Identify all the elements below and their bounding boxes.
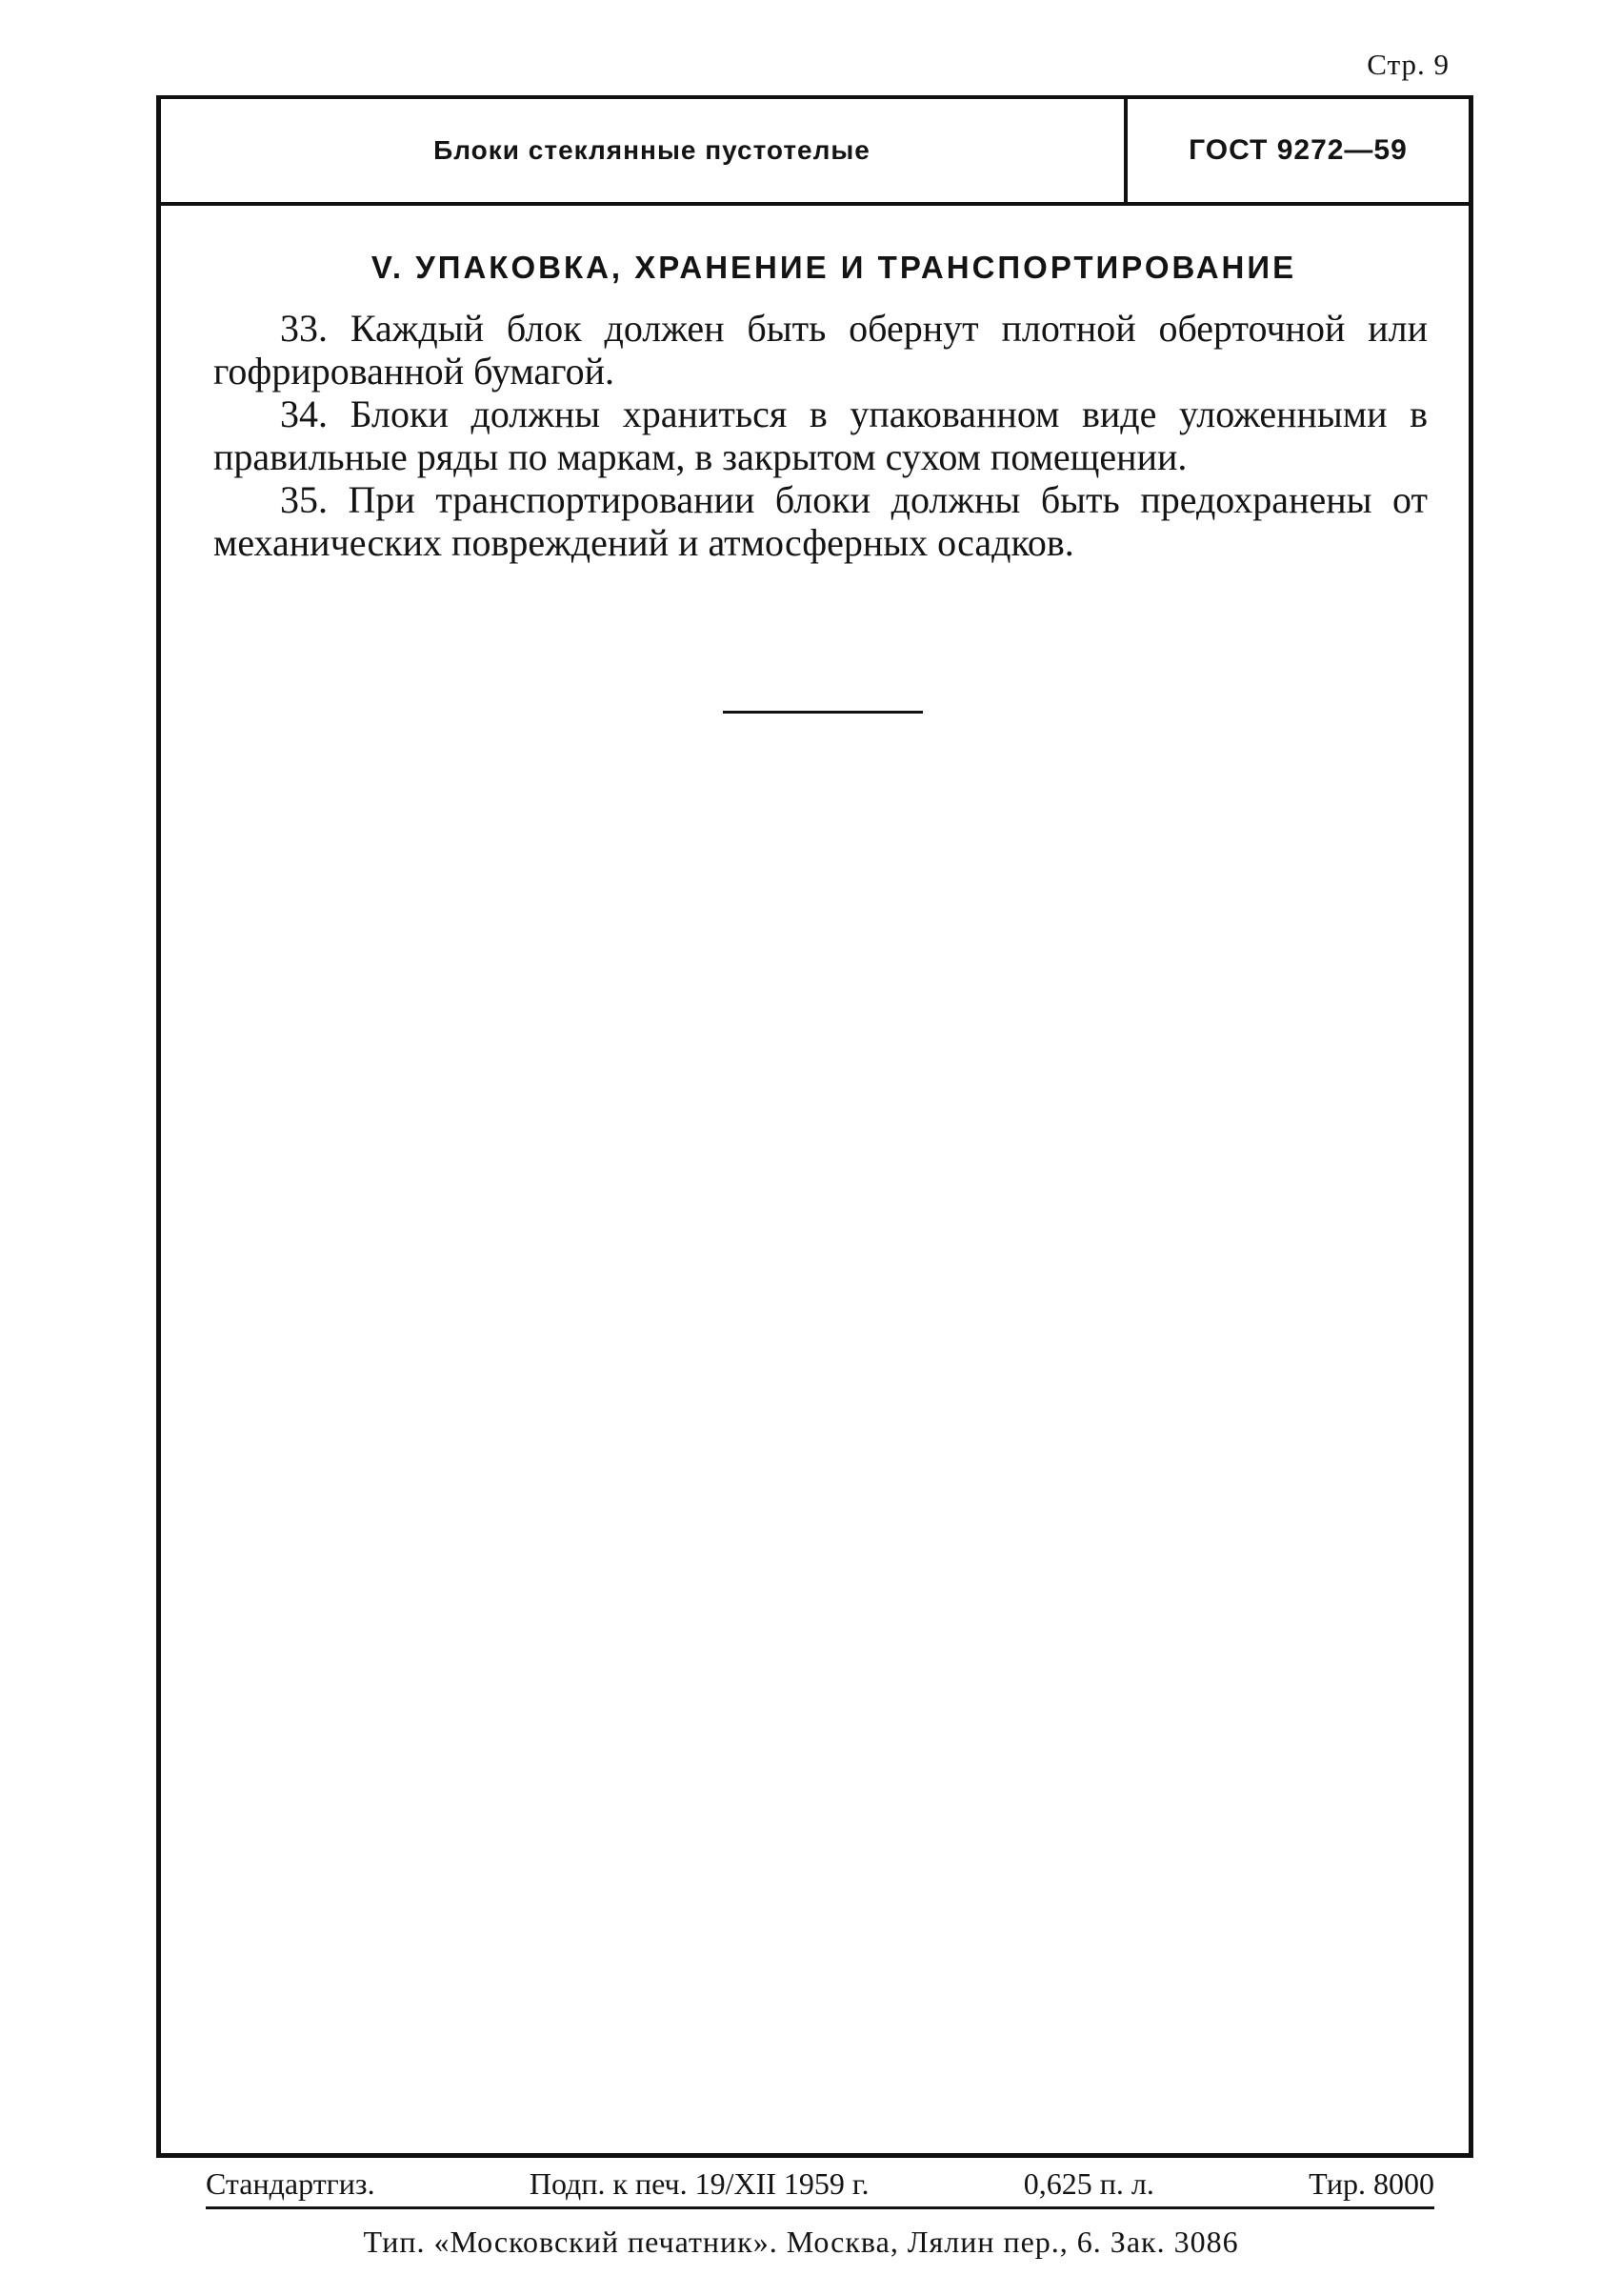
paragraph-34: 34. Блоки должны храниться в упакованном виде уложенными в правильные ряды по маркам, в закрытом сухом помещении. [213,393,1428,478]
standard-code: ГОСТ 9272—59 [1189,134,1408,166]
section-heading: V. УПАКОВКА, ХРАНЕНИЕ И ТРАНСПОРТИРОВАНИЕ [370,250,1297,285]
imprint-print-run: Тир. 8000 [1309,2166,1434,2201]
imprint-block [206,2165,1434,2261]
document-frame [156,95,1473,2158]
imprint-printer: Тип. «Московский печатник». Москва, Лялин пер., 6. Зак. 3086 [363,2225,1239,2259]
document-title: Блоки стеклянные пустотелые [161,99,1128,202]
paragraph-35: 35. При транспортировании блоки должны быть предохранены от механических повреждений и атмосферных осадков. [213,478,1428,564]
document-header [161,99,1469,206]
page-number: Стр. 9 [1367,48,1450,81]
paragraph-33: 33. Каждый блок должен быть обернут плотной оберточной или гофрированной бумагой. [213,307,1428,393]
imprint-publisher: Стандартгиз. [206,2166,375,2201]
end-of-text-rule [723,711,923,714]
section-body [213,307,1428,564]
imprint-details [206,2165,1434,2209]
imprint-sheets: 0,625 п. л. [1023,2166,1154,2201]
imprint-signed-date: Подп. к печ. 19/XII 1959 г. [529,2166,870,2201]
